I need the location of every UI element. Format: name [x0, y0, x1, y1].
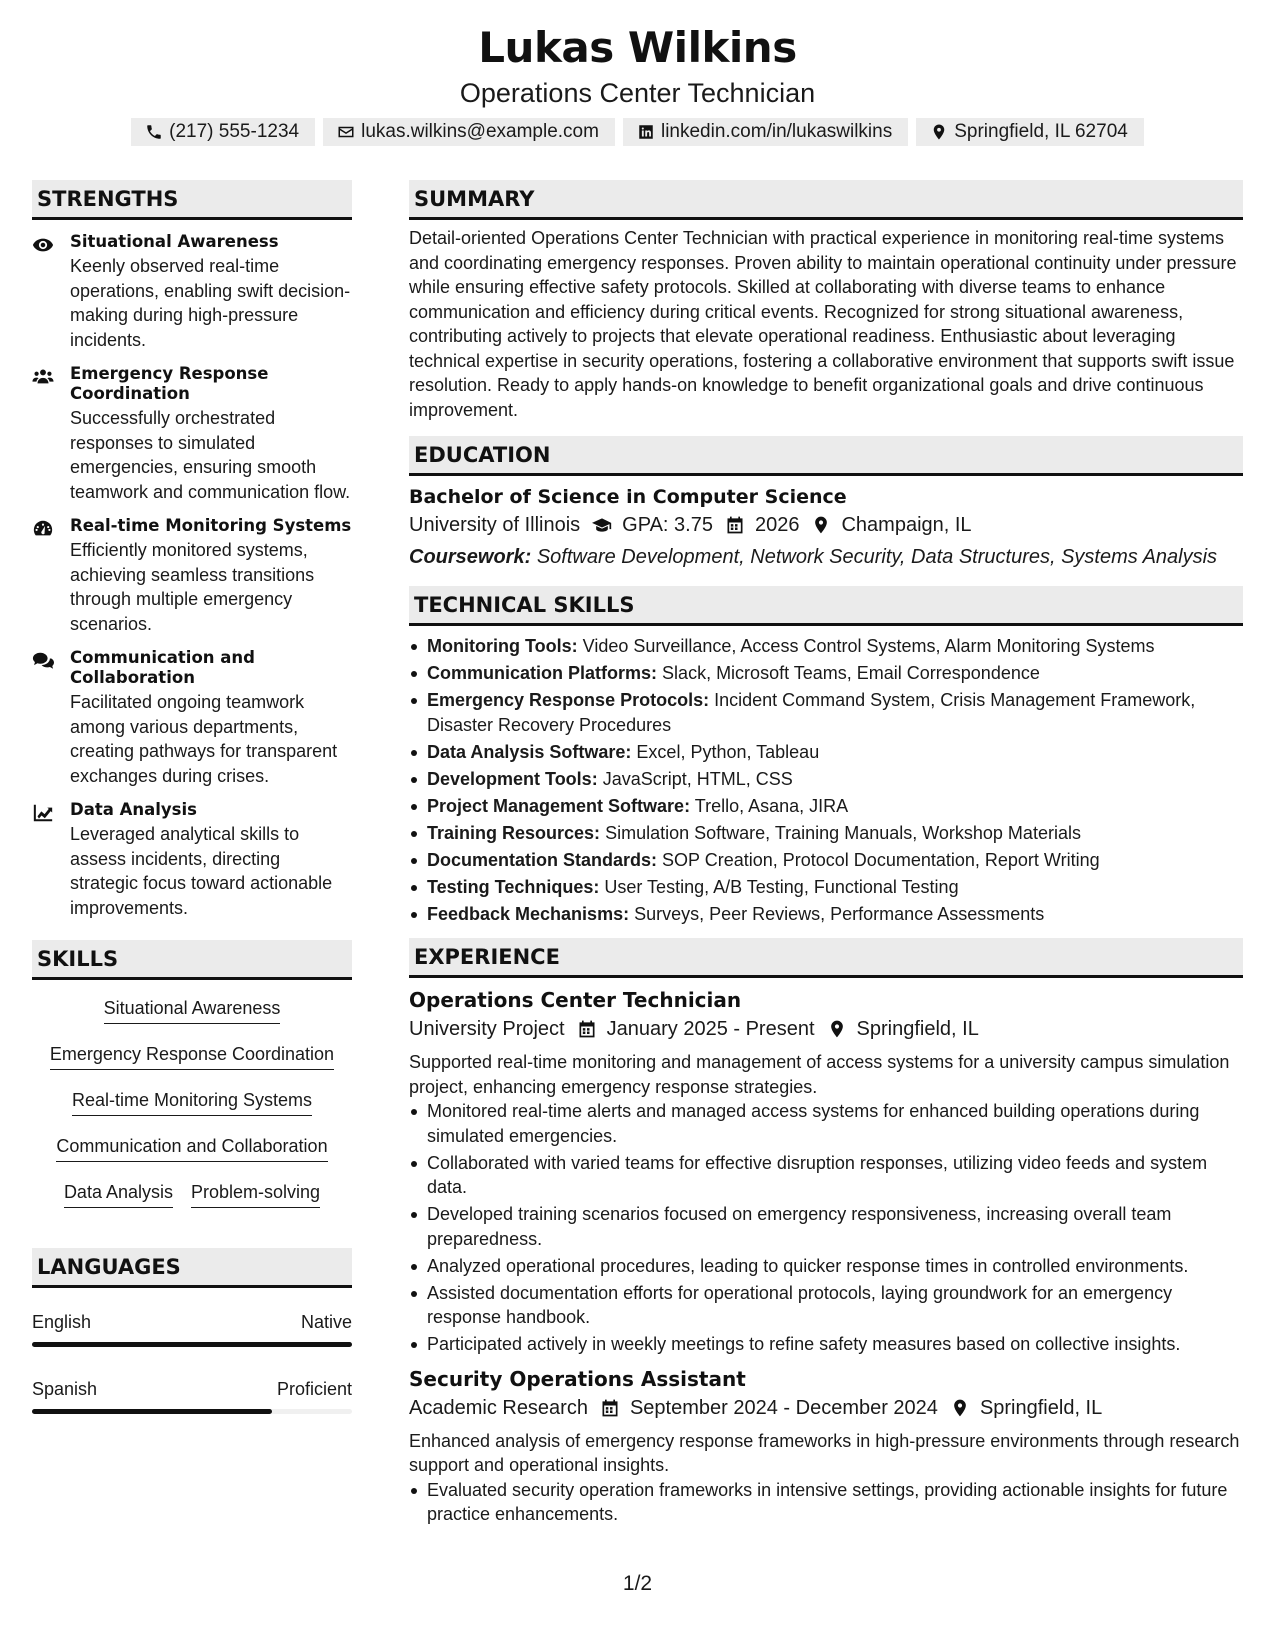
skill-tag: Data Analysis [64, 1180, 173, 1208]
graduation-cap-icon [592, 515, 612, 535]
strength-item [32, 648, 352, 788]
strength-title: Communication and Collaboration [70, 648, 255, 687]
strength-item [32, 800, 352, 920]
calendar-icon [577, 1019, 597, 1039]
contact-linkedin-text: linkedin.com/in/lukaswilkins [660, 121, 893, 142]
coursework-label: Coursework: [409, 546, 532, 568]
map-pin-icon [950, 1398, 970, 1418]
language-proficiency-bar [32, 1409, 352, 1414]
contact-email[interactable] [323, 118, 615, 146]
skill-tag: Real-time Monitoring Systems [72, 1088, 312, 1116]
list-item [409, 794, 1243, 819]
gauge-icon [32, 518, 54, 540]
languages-heading: LANGUAGES [32, 1248, 352, 1288]
language-level: Native [300, 1312, 352, 1332]
page-number: 1/2 [622, 1572, 653, 1595]
strength-desc: Keenly observed real-time operations, enabling swift decision-making during high-pressure incidents. [70, 256, 351, 350]
contact-phone-text: (217) 555-1234 [169, 121, 300, 142]
users-icon [32, 366, 54, 388]
list-item: Collaborated with varied teams for effective disruption responses, utilizing video feeds and system data. [409, 1151, 1243, 1200]
list-item [409, 821, 1243, 846]
contact-linkedin[interactable] [623, 118, 908, 146]
skill-values: Trello, Asana, JIRA [694, 795, 849, 816]
education-school: University of Illinois [409, 514, 581, 536]
map-pin-icon [811, 515, 831, 535]
education-gpa: GPA: 3.75 [622, 514, 713, 536]
strength-item [32, 364, 352, 504]
contact-location [916, 118, 1144, 146]
skill-values: JavaScript, HTML, CSS [602, 768, 793, 789]
skill-category: Feedback Mechanisms: [427, 903, 630, 924]
linkedin-icon [637, 123, 655, 141]
skill-tag: Situational Awareness [104, 996, 281, 1024]
language-proficiency-fill [32, 1409, 272, 1414]
skills-tag-list [32, 996, 352, 1208]
strength-item [32, 516, 352, 636]
skill-values: User Testing, A/B Testing, Functional Testing [604, 876, 959, 897]
strengths-heading: STRENGTHS [32, 180, 352, 220]
skill-category: Project Management Software: [427, 795, 691, 816]
language-name: English [32, 1312, 92, 1332]
phone-icon [145, 123, 163, 141]
list-item [409, 661, 1243, 686]
map-pin-icon [930, 123, 948, 141]
job-org: Academic Research [409, 1396, 588, 1419]
job-dates: January 2025 - Present [606, 1018, 815, 1040]
skill-category: Monitoring Tools: [427, 636, 578, 656]
eye-icon [32, 234, 54, 256]
strength-title: Data Analysis [70, 800, 197, 819]
map-pin-icon [827, 1019, 847, 1039]
education-coursework [409, 542, 1243, 572]
job-entry [409, 986, 1243, 1357]
skill-values: Simulation Software, Training Manuals, Workshop Materials [605, 822, 1081, 843]
job-title: Operations Center Technician [409, 988, 742, 1012]
language-level: Proficient [276, 1379, 352, 1399]
list-item [409, 848, 1243, 873]
skill-category: Development Tools: [427, 768, 598, 789]
skills-heading: SKILLS [32, 940, 352, 980]
job-bullets [409, 1099, 1243, 1357]
job-meta [409, 1014, 1243, 1044]
skill-values: Slack, Microsoft Teams, Email Correspondence [662, 663, 1040, 683]
education-location: Champaign, IL [841, 514, 972, 536]
candidate-role: Operations Center Technician [459, 78, 816, 108]
strength-desc: Leveraged analytical skills to assess incidents, directing strategic focus toward actionable improvements. [70, 824, 333, 918]
job-dates: September 2024 - December 2024 [629, 1396, 938, 1419]
comments-icon [32, 650, 54, 672]
job-location: Springfield, IL [979, 1396, 1103, 1419]
skill-category: Documentation Standards: [427, 849, 658, 870]
strength-title: Emergency Response Coordination [70, 364, 269, 403]
contact-location-text: Springfield, IL 62704 [954, 121, 1128, 142]
summary-text: Detail-oriented Operations Center Technician with practical experience in monitoring real-time systems and coordinating emergency responses. Proven ability to maintain operational continuity under pressure while ensuring effective safety protocols. Skilled at collaborating with diverse teams to enhance communication and efficiency during critical events. Recognized for strong situational awareness, contributing actively to projects that elevate operational readiness. Enthusiastic about leveraging technical expertise in security operations, fostering a collaborative environment that supports swift issue resolution. Ready to apply hands-on knowledge to benefit organizational goals and drive continuous improvement. [409, 228, 1237, 420]
job-description: Enhanced analysis of emergency response frameworks in high-pressure environments through research support and operational insights. [409, 1430, 1240, 1475]
skill-values: Video Surveillance, Access Control Systems, Alarm Monitoring Systems [582, 636, 1155, 656]
job-entry [409, 1365, 1243, 1527]
summary-heading: SUMMARY [409, 180, 1243, 220]
calendar-icon [600, 1398, 620, 1418]
language-proficiency-fill [32, 1342, 352, 1347]
candidate-name: Lukas Wilkins [478, 23, 797, 72]
skill-tag: Problem-solving [191, 1180, 320, 1208]
list-item [409, 875, 1243, 900]
language-item [32, 1310, 352, 1347]
experience-heading: EXPERIENCE [409, 938, 1243, 978]
contact-email-text: lukas.wilkins@example.com [361, 121, 599, 142]
skill-values: Incident Command System, Crisis Management Framework, Disaster Recovery Procedures [427, 690, 1196, 735]
strength-title: Real-time Monitoring Systems [70, 516, 352, 535]
list-item: Participated actively in weekly meetings to refine safety measures based on collective insights. [409, 1332, 1243, 1357]
list-item [409, 688, 1243, 737]
contact-phone[interactable] [131, 118, 315, 146]
calendar-icon [725, 515, 745, 535]
skill-category: Emergency Response Protocols: [427, 690, 710, 710]
language-proficiency-bar [32, 1342, 352, 1347]
list-item: Monitored real-time alerts and managed access systems for enhanced building operations during simulated emergencies. [409, 1099, 1243, 1148]
list-item: Evaluated security operation frameworks in intensive settings, providing actionable insights for future practice enhancements. [409, 1478, 1243, 1527]
education-year: 2026 [754, 514, 800, 536]
language-item [32, 1377, 352, 1414]
list-item [409, 740, 1243, 765]
skill-values: Surveys, Peer Reviews, Performance Assessments [634, 903, 1045, 924]
list-item: Analyzed operational procedures, leading to quicker response times in controlled environments. [409, 1254, 1243, 1279]
list-item [409, 634, 1243, 659]
education-degree: Bachelor of Science in Computer Science [409, 486, 847, 508]
list-item [409, 767, 1243, 792]
education-meta [409, 510, 1243, 540]
job-title: Security Operations Assistant [409, 1366, 746, 1391]
job-org: University Project [409, 1018, 565, 1040]
job-meta [409, 1393, 1243, 1423]
skill-category: Communication Platforms: [427, 663, 658, 683]
resume-header [0, 22, 1275, 146]
technical-skills-heading: TECHNICAL SKILLS [409, 586, 1243, 626]
right-column [409, 180, 1243, 1529]
technical-skills-list [409, 634, 1243, 926]
coursework-list: Software Development, Network Security, Data Structures, Systems Analysis [536, 546, 1218, 568]
list-item: Developed training scenarios focused on emergency responsiveness, increasing overall team preparedness. [409, 1202, 1243, 1251]
strength-desc: Successfully orchestrated responses to simulated emergencies, ensuring smooth teamwork and communication flow. [70, 408, 351, 502]
list-item: Assisted documentation efforts for operational protocols, laying groundwork for an emergency response handbook. [409, 1281, 1243, 1330]
job-location: Springfield, IL [856, 1018, 979, 1040]
language-name: Spanish [32, 1379, 98, 1399]
skill-values: Excel, Python, Tableau [636, 741, 820, 762]
education-heading: EDUCATION [409, 436, 1243, 476]
list-item [409, 902, 1243, 927]
skill-category: Training Resources: [427, 822, 601, 843]
skill-tag: Emergency Response Coordination [50, 1042, 334, 1070]
strength-item [32, 232, 352, 352]
job-description: Supported real-time monitoring and management of access systems for a university campus simulation project, enhancing emergency response strategies. [409, 1052, 1230, 1097]
skill-tag: Communication and Collaboration [56, 1134, 327, 1162]
skill-values: SOP Creation, Protocol Documentation, Report Writing [662, 849, 1100, 870]
skill-category: Data Analysis Software: [427, 741, 632, 762]
job-bullets [409, 1478, 1243, 1527]
left-column [32, 180, 352, 1414]
strength-desc: Facilitated ongoing teamwork among various departments, creating pathways for transparent exchanges during crises. [70, 692, 338, 786]
skill-category: Testing Techniques: [427, 876, 600, 897]
strength-title: Situational Awareness [70, 232, 279, 251]
contact-bar [0, 118, 1275, 146]
strength-desc: Efficiently monitored systems, achieving seamless transitions through multiple emergency scenarios. [70, 540, 315, 634]
line-chart-icon [32, 802, 54, 824]
envelope-icon [337, 123, 355, 141]
